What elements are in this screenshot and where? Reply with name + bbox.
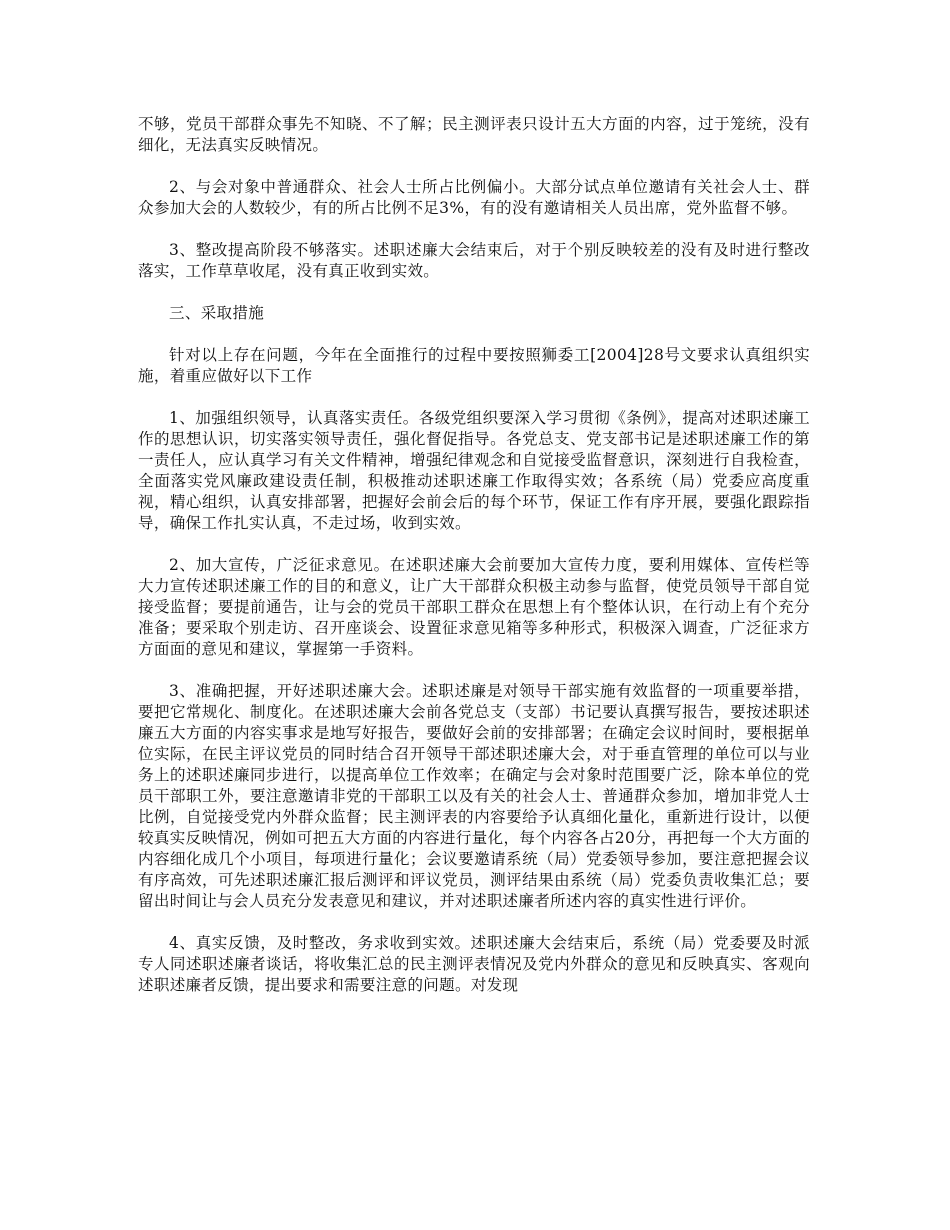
section-heading-measures: 三、采取措施 — [169, 304, 265, 322]
paragraph-measure-4: 4、真实反馈，及时整改，务求收到实效。述职述廉大会结束后，系统（局）党委要及时派专人同述职述廉者谈话，将收集汇总的民主测评表情况及党内外群众的意见和反映真实、客观向述职述廉者反馈，提出要求和需要注意的问题。对发现 — [138, 934, 810, 994]
paragraph-intro: 针对以上存在问题，今年在全面推行的过程中要按照狮委工[2004]28号文要求认真组织实施，着重应做好以下工作 — [138, 346, 810, 385]
paragraph-continuation: 不够，党员干部群众事先不知晓、不了解；民主测评表只设计五大方面的内容，过于笼统，没有细化，无法真实反映情况。 — [138, 115, 810, 154]
paragraph-measure-3: 3、准确把握，开好述职述廉大会。述职述廉是对领导干部实施有效监督的一项重要举措，要把它常规化、制度化。在述职述廉大会前各党总支（支部）书记要认真撰写报告，要按述职述廉五大方面的内容实事求是地写好报告，要做好会前的安排部署；在确定会议时间时，要根据单位实际，在民主评议党员的同时结合召开领导干部述职述廉大会，对于垂直管理的单位可以与业务上的述职述廉同步进行，以提高单位工作效率；在确定与会对象时范围要广泛，除本单位的党员干部职工外，要注意邀请非党的干部职工以及有关的社会人士、普通群众参加，增加非党人士比例，自觉接受党内外群众监督；民主测评表的内容要给予认真细化量化，重新进行设计，以便较真实反映情况，例如可把五大方面的内容进行量化，每个内容各占20分，再把每一个大方面的内容细化成几个小项目，每项进行量化；会议要邀请系统（局）党委领导参加，要注意把握会议有序高效，可先述职述廉汇报后测评和评议党员，测评结果由系统（局）党委负责收集汇总；要留出时间让与会人员充分发表意见和建议，并对述职述廉者所述内容的真实性进行评价。 — [138, 682, 810, 910]
paragraph-measure-1: 1、加强组织领导，认真落实责任。各级党组织要深入学习贯彻《条例》，提高对述职述廉工作的思想认识，切实落实领导责任，强化督促指导。各党总支、党支部书记是述职述廉工作的第一责任人，应认真学习有关文件精神，增强纪律观念和自觉接受监督意识，深刻进行自我检查，全面落实党风廉政建设责任制，积极推动述职述廉工作取得实效；各系统（局）党委应高度重视，精心组织，认真安排部署，把握好会前会后的每个环节，保证工作有序开展，要强化跟踪指导，确保工作扎实认真，不走过场，收到实效。 — [138, 409, 810, 532]
paragraph-measure-2: 2、加大宣传，广泛征求意见。在述职述廉大会前要加大宣传力度，要利用媒体、宣传栏等大力宣传述职述廉工作的目的和意义，让广大干部群众积极主动参与监督，使党员领导干部自觉接受监督；要提前通告，让与会的党员干部职工群众在思想上有个整体认识，在行动上有个充分准备；要采取个别走访、召开座谈会、设置征求意见箱等多种形式，积极深入调查，广泛征求方方面面的意见和建议，掌握第一手资料。 — [138, 556, 810, 658]
document-body — [138, 114, 810, 1017]
paragraph-issue-3: 3、整改提高阶段不够落实。述职述廉大会结束后，对于个别反映较差的没有及时进行整改落实，工作草草收尾，没有真正收到实效。 — [138, 241, 810, 280]
paragraph-issue-2: 2、与会对象中普通群众、社会人士所占比例偏小。大部分试点单位邀请有关社会人士、群众参加大会的人数较少，有的所占比例不足3%，有的没有邀请相关人员出席，党外监督不够。 — [138, 178, 810, 217]
